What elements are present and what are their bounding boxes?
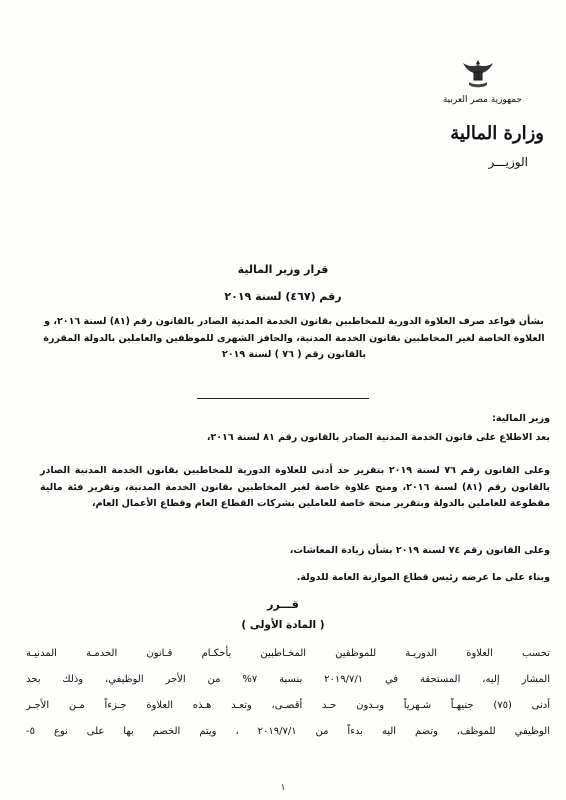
article-line: تحسب العلاوة الدوريـة للموظفين المخـاطبين بأحكـام قـانون الخدمـة المدنيـة (26, 648, 550, 659)
article-body (26, 641, 550, 745)
ministry-name: وزارة المالية (450, 123, 544, 144)
article-title: ( المادة الأولى ) (241, 619, 325, 631)
decree-subject: بشأن قواعد صرف العلاوة الدورية للمخاطبين بقانون الخدمة المدنية الصادر بالقانون رقم (٨١) لسنة ٢٠١٦، و العلاوة الخاصة لغير المخاطبين بقانون الخدمة المدنية، والحافز الشهرى للموظفين والعاملين بالدولة المقررة بالقانون رقم ( ٧٦ ) لسنة ٢٠١٩ (43, 316, 545, 360)
divider (197, 398, 369, 399)
republic-label: جمهورية مصر العربية (442, 95, 522, 105)
decree-number: رقم (٤٦٧) لسنة ٢٠١٩ (224, 290, 342, 303)
article-line: أدنى (٧٥) جنيهـاً شـهرياً وبـدون حـد أقصـى، وتعـد هـذه العلاوة جـزءاً مـن الأجـر (26, 700, 551, 711)
preamble-paragraph: وبناء على ما عرضه رئيس قطاع الموازنة العامة للدولة. (296, 572, 550, 583)
minister-heading: وزير المالية: (492, 413, 550, 424)
eagle-emblem-icon (461, 58, 495, 90)
page-number: ١ (280, 783, 286, 793)
minister-label: الوزيـــر (488, 155, 528, 169)
preamble-paragraph: وعلى القانون رقم ٧٤ لسنة ٢٠١٩ بشأن زيادة المعاشات، (289, 545, 550, 556)
decree-title: قرار وزير المالية (237, 263, 329, 276)
preamble-paragraph: بعد الاطلاع على قانون الخدمة المدنية الصادر بالقانون رقم ٨١ لسنة ٢٠١٦، (206, 432, 550, 443)
decision-heading: قـــرر (267, 598, 299, 611)
article-line: الوظيفي للموظف، وتضم اليه بدءاً من ٢٠١٩/٧/١ ، ويتم الخصم بها على نوع ٥- (26, 726, 551, 737)
article-line: المشار إليه، المستحقة في ٢٠١٩/٧/١ بنسبة ٧% من الأجر الوظيفي، وذلك بحد (26, 674, 550, 685)
preamble-paragraph: وعلى القانون رقم ٧٦ لسنة ٢٠١٩ بتقرير حد أدنى للعلاوة الدورية للمخاطبين بقانون الخدمة المدنية الصادر بالقانون رقم (٨١) لسنة ٢٠١٦، ومنح علاوة خاصة لغير المخاطبين بقانون الخدمة المدنية، وتقرير فئة مالية مقطوعة للعاملين بالدولة وبتقرير منحة خاصة للعاملين بشركات القطاع العام وقطاع الأعمال العام، (40, 465, 550, 509)
